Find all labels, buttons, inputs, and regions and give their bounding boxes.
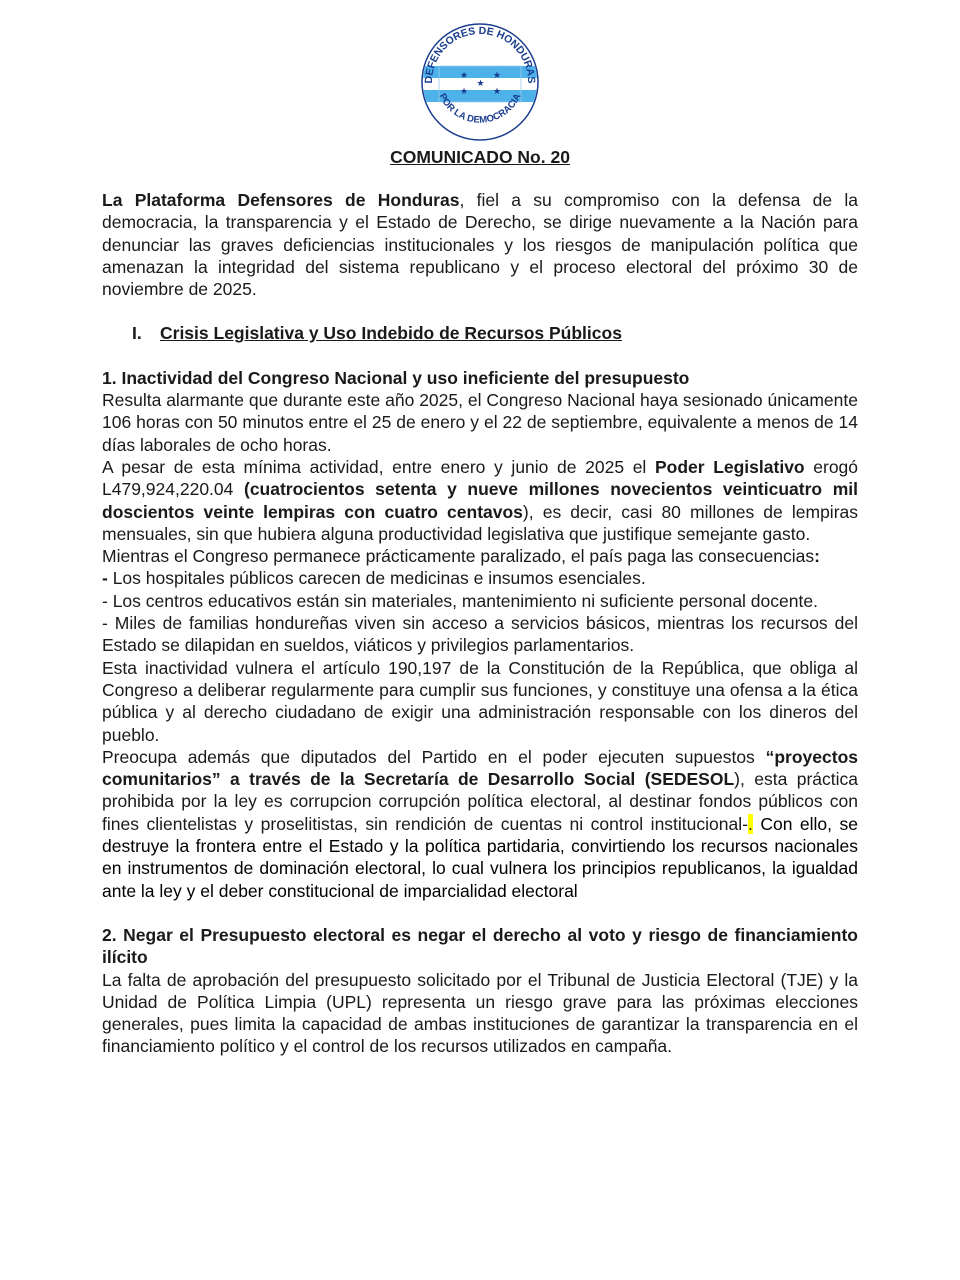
p3-text: Mientras el Congreso permanece prácticamente paralizado, el país paga las consecuencias <box>102 546 815 567</box>
sub1-paragraph-1: Resulta alarmante que durante este año 2025, el Congreso Nacional haya sesionado únicamente 106 horas con 50 minutos entre el 25 de enero y el 22 de septiembre, equivalente a menos de 14 días laborales de ocho horas. <box>102 390 858 455</box>
p5-text-c: Con ello, se destruye la frontera entre el Estado y la política partidaria, convirtiendo los recursos nacionales en instrumentos de dominación electoral, lo cual vulnera los principios republicanos, la igualdad ante la ley y el deber constitucional de imparcialidad electoral <box>102 813 859 901</box>
p5-highlight: . <box>747 813 753 834</box>
bullet-2: - Los centros educativos están sin materiales, mantenimiento ni suficiente personal docente. <box>102 590 818 611</box>
p2-bold-1: Poder Legislativo <box>654 456 805 477</box>
bullet-3: - Miles de familias hondureñas viven sin acceso a servicios básicos, mientras los recursos del Estado se dilapidan en sueldos, viáticos y privilegios parlamentarios. <box>102 613 858 656</box>
intro-bold-lead: La Plataforma Defensores de Honduras <box>102 190 460 210</box>
defensores-logo-emblem <box>415 20 545 145</box>
document-body <box>102 189 858 1058</box>
p2-bold-2: (cuatrocientos setenta y nueve millones novecientos veinticuatro mil doscientos veinte lempiras con cuatro centavos <box>102 479 858 522</box>
p2-text-b: erogó L479,924,220.04 <box>102 456 859 500</box>
logo-bottom-text: POR LA DEMOCRACIA <box>436 91 524 126</box>
p2-text-c: ), es decir, casi 80 millones de lempiras mensuales, sin que hubiera alguna productividad legislativa que justifique semejante gasto. <box>102 501 859 544</box>
subheading-2: 2. Negar el Presupuesto electoral es negar el derecho al voto y riesgo de financiamiento ilícito <box>102 924 858 968</box>
intro-text: , fiel a su compromiso con la defensa de la democracia, la transparencia y el Estado de Derecho, se dirige nuevamente a la Nación para denunciar las graves deficiencias institucionales y los riesgos de manipulación política que amenazan la integridad del sistema republicano y el proceso electoral del próximo 30 de noviembre de 2025. <box>102 190 858 300</box>
sub1-paragraph-5 <box>102 746 858 902</box>
p5-text-b: ), esta práctica prohibida por la ley es corrupcion corrupción política electoral, al destinar fondos públicos con fines clientelistas y proselitistas, sin rendición de cuentas ni control institucional- <box>102 769 858 834</box>
section-heading <box>102 322 858 344</box>
svg-text:★: ★ <box>476 79 485 89</box>
logo <box>365 20 595 145</box>
p5-text-a: Preocupa además que diputados del Partido en el poder ejecuten supuestos <box>102 746 766 767</box>
sub1-paragraph-2 <box>102 456 858 545</box>
bullet-1-text: Los hospitales públicos carecen de medicinas e insumos esenciales. <box>107 568 646 589</box>
section-title: Crisis Legislativa y Uso Indebido de Recursos Públicos <box>160 323 622 344</box>
svg-text:★: ★ <box>493 87 502 97</box>
bullet-1 <box>102 567 858 589</box>
sub1-paragraph-4: Esta inactividad vulnera el artículo 190,197 de la Constitución de la República, que obliga al Congreso a deliberar regularmente para cumplir sus funciones, y constituye una ofensa a la ética pública y al derecho ciudadano de exigir una administración responsable con los dineros del pueblo. <box>102 657 858 745</box>
logo-top-text: DEFENSORES DE HONDURAS <box>422 24 538 84</box>
intro-paragraph <box>102 189 858 300</box>
p2-text-a: A pesar de esta mínima actividad, entre enero y junio de 2025 el <box>102 456 655 477</box>
svg-text:★: ★ <box>493 71 502 81</box>
page-title: COMUNICADO No. 20 <box>390 147 570 167</box>
p5-bold-1: “proyectos comunitarios” a través de la Secretaría de Desarrollo Social (SEDESOL <box>102 746 858 790</box>
bullet-mark: - <box>102 568 108 589</box>
svg-text:★: ★ <box>460 87 469 97</box>
sub2-paragraph-1: La falta de aprobación del presupuesto solicitado por el Tribunal de Justicia Electoral (TJE) y la Unidad de Política Limpia (UPL) representa un riesgo grave para las próximas elecciones generales, pues limita la capacidad de ambas instituciones de garantizar la transparencia en el financiamiento político y el control de los recursos utilizados en campaña. <box>102 969 858 1057</box>
p3-colon: : <box>814 546 820 567</box>
sub1-paragraph-3 <box>102 545 858 567</box>
subheading-1: 1. Inactividad del Congreso Nacional y uso ineficiente del presupuesto <box>102 367 690 388</box>
section-numeral: I. <box>132 323 142 344</box>
svg-text:★: ★ <box>460 71 469 81</box>
